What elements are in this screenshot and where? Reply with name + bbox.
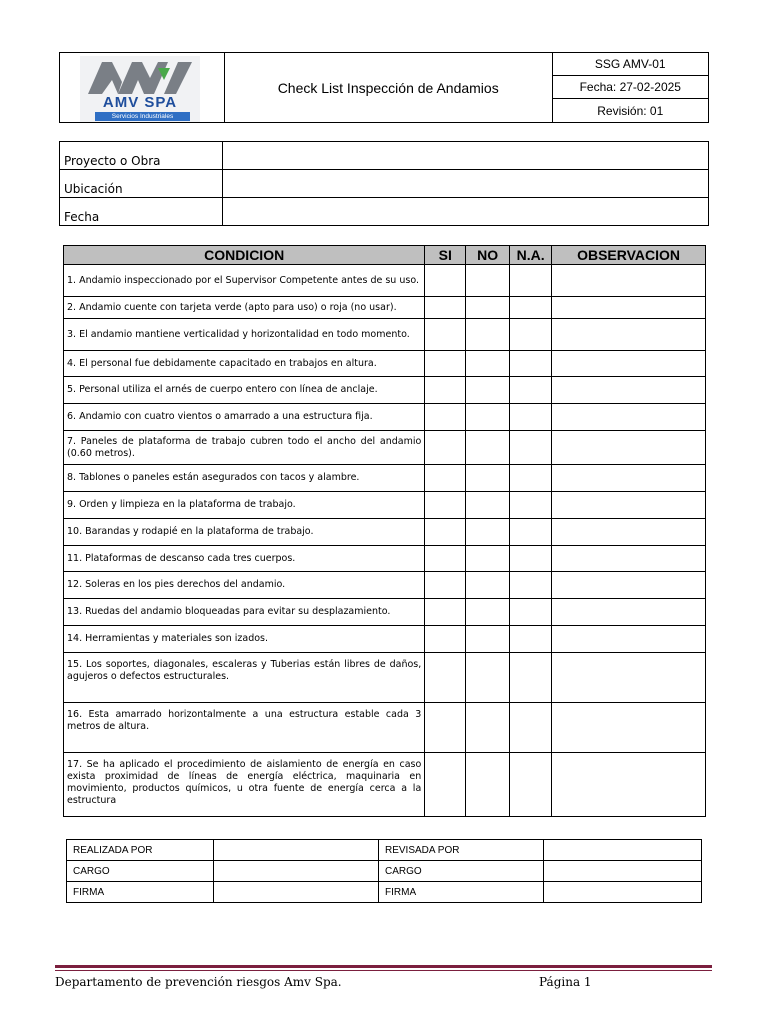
- reviewed-signature-label: FIRMA: [379, 882, 544, 903]
- document-date: Fecha: 27-02-2025: [553, 76, 708, 99]
- si-checkbox[interactable]: [425, 572, 466, 599]
- na-checkbox[interactable]: [510, 703, 552, 753]
- observation-field[interactable]: [552, 319, 706, 351]
- performed-signature-field[interactable]: [214, 882, 379, 903]
- observation-field[interactable]: [552, 753, 706, 817]
- condition-text: 14. Herramientas y materiales son izados.: [64, 626, 425, 653]
- si-checkbox[interactable]: [425, 297, 466, 319]
- performed-by-field[interactable]: [214, 840, 379, 861]
- reviewed-position-field[interactable]: [544, 861, 702, 882]
- na-checkbox[interactable]: [510, 351, 552, 377]
- si-checkbox[interactable]: [425, 404, 466, 431]
- observation-field[interactable]: [552, 572, 706, 599]
- no-checkbox[interactable]: [466, 626, 510, 653]
- si-checkbox[interactable]: [425, 753, 466, 817]
- si-checkbox[interactable]: [425, 377, 466, 404]
- checklist-row: [64, 703, 706, 753]
- observation-field[interactable]: [552, 703, 706, 753]
- observation-field[interactable]: [552, 519, 706, 546]
- reviewed-signature-field[interactable]: [544, 882, 702, 903]
- checklist-row: [64, 753, 706, 817]
- condition-text: 3. El andamio mantiene verticalidad y horizontalidad en todo momento.: [64, 319, 425, 351]
- si-checkbox[interactable]: [425, 431, 466, 465]
- no-checkbox[interactable]: [466, 265, 510, 297]
- project-label: Proyecto o Obra: [60, 142, 223, 170]
- checklist-row: [64, 626, 706, 653]
- condition-text: 17. Se ha aplicado el procedimiento de aislamiento de energía en caso exista proximidad de líneas de energía eléctrica, maquinaria en movimiento, productos químicos, u otra fuente de energía cerca a la estructura: [64, 753, 425, 817]
- footer-divider-thin: [55, 970, 712, 971]
- na-checkbox[interactable]: [510, 753, 552, 817]
- na-checkbox[interactable]: [510, 626, 552, 653]
- checklist-row: [64, 431, 706, 465]
- header-observation: OBSERVACION: [552, 246, 706, 265]
- na-checkbox[interactable]: [510, 465, 552, 492]
- footer-page-number: Página 1: [539, 975, 592, 989]
- checklist-row: [64, 599, 706, 626]
- si-checkbox[interactable]: [425, 653, 466, 703]
- na-checkbox[interactable]: [510, 431, 552, 465]
- si-checkbox[interactable]: [425, 703, 466, 753]
- na-checkbox[interactable]: [510, 377, 552, 404]
- observation-field[interactable]: [552, 653, 706, 703]
- document-header: [59, 52, 709, 123]
- reviewed-by-field[interactable]: [544, 840, 702, 861]
- reviewed-position-label: CARGO: [379, 861, 544, 882]
- checklist-row: [64, 297, 706, 319]
- document-title: Check List Inspección de Andamios: [224, 53, 552, 123]
- performed-signature-label: FIRMA: [67, 882, 214, 903]
- observation-field[interactable]: [552, 431, 706, 465]
- location-label: Ubicación: [60, 170, 223, 198]
- condition-text: 15. Los soportes, diagonales, escaleras y Tuberias están libres de daños, agujeros o defectos estructurales.: [64, 653, 425, 703]
- si-checkbox[interactable]: [425, 519, 466, 546]
- checklist-row: [64, 653, 706, 703]
- condition-text: 6. Andamio con cuatro vientos o amarrado a una estructura fija.: [64, 404, 425, 431]
- checklist-row: [64, 351, 706, 377]
- condition-text: 7. Paneles de plataforma de trabajo cubren todo el ancho del andamio (0.60 metros).: [64, 431, 425, 465]
- condition-text: 10. Barandas y rodapié en la plataforma de trabajo.: [64, 519, 425, 546]
- no-checkbox[interactable]: [466, 351, 510, 377]
- checklist-row: [64, 546, 706, 572]
- no-checkbox[interactable]: [466, 492, 510, 519]
- no-checkbox[interactable]: [466, 377, 510, 404]
- logo-subtext: Servicios Industriales: [95, 112, 190, 121]
- si-checkbox[interactable]: [425, 599, 466, 626]
- na-checkbox[interactable]: [510, 265, 552, 297]
- checklist-row: [64, 519, 706, 546]
- checklist-row: [64, 404, 706, 431]
- no-checkbox[interactable]: [466, 431, 510, 465]
- no-checkbox[interactable]: [466, 319, 510, 351]
- si-checkbox[interactable]: [425, 265, 466, 297]
- document-meta: [552, 53, 708, 123]
- checklist-row: [64, 265, 706, 297]
- si-checkbox[interactable]: [425, 465, 466, 492]
- condition-text: 12. Soleras en los pies derechos del andamio.: [64, 572, 425, 599]
- observation-field[interactable]: [552, 377, 706, 404]
- document-code: SSG AMV-01: [553, 53, 708, 76]
- na-checkbox[interactable]: [510, 519, 552, 546]
- condition-text: 9. Orden y limpieza en la plataforma de trabajo.: [64, 492, 425, 519]
- na-checkbox[interactable]: [510, 599, 552, 626]
- no-checkbox[interactable]: [466, 572, 510, 599]
- na-checkbox[interactable]: [510, 572, 552, 599]
- checklist-row: [64, 319, 706, 351]
- checklist-row: [64, 492, 706, 519]
- si-checkbox[interactable]: [425, 351, 466, 377]
- no-checkbox[interactable]: [466, 465, 510, 492]
- no-checkbox[interactable]: [466, 519, 510, 546]
- observation-field[interactable]: [552, 626, 706, 653]
- no-checkbox[interactable]: [466, 703, 510, 753]
- no-checkbox[interactable]: [466, 546, 510, 572]
- date-field[interactable]: [223, 198, 709, 226]
- signature-table: [66, 839, 702, 903]
- logo-text: AMV SPA: [102, 94, 178, 111]
- na-checkbox[interactable]: [510, 404, 552, 431]
- no-checkbox[interactable]: [466, 599, 510, 626]
- observation-field[interactable]: [552, 492, 706, 519]
- footer-department: Departamento de prevención riesgos Amv Spa.: [55, 975, 342, 989]
- observation-field[interactable]: [552, 265, 706, 297]
- no-checkbox[interactable]: [466, 297, 510, 319]
- no-checkbox[interactable]: [466, 404, 510, 431]
- performed-position-label: CARGO: [67, 861, 214, 882]
- observation-field[interactable]: [552, 465, 706, 492]
- company-logo: [80, 56, 200, 122]
- checklist-row: [64, 465, 706, 492]
- observation-field[interactable]: [552, 404, 706, 431]
- si-checkbox[interactable]: [425, 492, 466, 519]
- performed-position-field[interactable]: [214, 861, 379, 882]
- header-na: N.A.: [510, 246, 552, 265]
- logo-cell: [60, 53, 225, 123]
- header-condition: CONDICION: [64, 246, 425, 265]
- condition-text: 11. Plataformas de descanso cada tres cuerpos.: [64, 546, 425, 572]
- observation-field[interactable]: [552, 351, 706, 377]
- condition-text: 13. Ruedas del andamio bloqueadas para evitar su desplazamiento.: [64, 599, 425, 626]
- inspection-checklist: [63, 245, 706, 817]
- date-label: Fecha: [60, 198, 223, 226]
- logo-mark-icon: [88, 60, 192, 94]
- condition-text: 2. Andamio cuente con tarjeta verde (apto para uso) o roja (no usar).: [64, 297, 425, 319]
- no-checkbox[interactable]: [466, 653, 510, 703]
- checklist-row: [64, 377, 706, 404]
- na-checkbox[interactable]: [510, 653, 552, 703]
- na-checkbox[interactable]: [510, 297, 552, 319]
- condition-text: 16. Esta amarrado horizontalmente a una estructura estable cada 3 metros de altura.: [64, 703, 425, 753]
- condition-text: 4. El personal fue debidamente capacitado en trabajos en altura.: [64, 351, 425, 377]
- na-checkbox[interactable]: [510, 546, 552, 572]
- document-revision: Revisión: 01: [597, 103, 664, 118]
- project-field[interactable]: [223, 142, 709, 170]
- reviewed-by-label: REVISADA POR: [379, 840, 544, 861]
- condition-text: 1. Andamio inspeccionado por el Supervisor Competente antes de su uso.: [64, 265, 425, 297]
- header-no: NO: [466, 246, 510, 265]
- condition-text: 8. Tablones o paneles están asegurados con tacos y alambre.: [64, 465, 425, 492]
- observation-field[interactable]: [552, 297, 706, 319]
- observation-field[interactable]: [552, 546, 706, 572]
- si-checkbox[interactable]: [425, 546, 466, 572]
- header-si: SI: [425, 246, 466, 265]
- footer-divider: [55, 965, 712, 968]
- na-checkbox[interactable]: [510, 319, 552, 351]
- observation-field[interactable]: [552, 599, 706, 626]
- checklist-row: [64, 572, 706, 599]
- si-checkbox[interactable]: [425, 319, 466, 351]
- si-checkbox[interactable]: [425, 626, 466, 653]
- no-checkbox[interactable]: [466, 753, 510, 817]
- project-info-table: [59, 141, 709, 226]
- na-checkbox[interactable]: [510, 492, 552, 519]
- location-field[interactable]: [223, 170, 709, 198]
- condition-text: 5. Personal utiliza el arnés de cuerpo entero con línea de anclaje.: [64, 377, 425, 404]
- performed-by-label: REALIZADA POR: [67, 840, 214, 861]
